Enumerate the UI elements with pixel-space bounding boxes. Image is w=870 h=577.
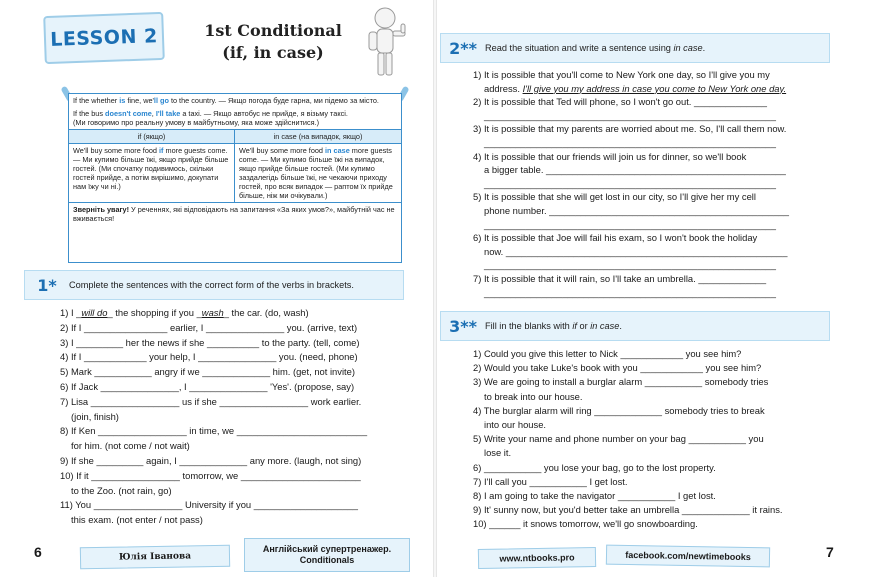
list-item-cont: to the Zoo. (not rain, go) xyxy=(71,484,172,496)
list-item: 4) If I ____________ your help, I _______________ you. (need, phone) xyxy=(60,351,358,363)
author-label: Юлія Іванова xyxy=(80,545,230,570)
list-item: 6) If Jack _______________, I _______________ 'Yes'. (propose, say) xyxy=(60,380,355,392)
list-item-cont: lose it. xyxy=(484,447,512,459)
list-item: 7) Lisa _________________ us if she _________________ work earlier. xyxy=(60,395,362,407)
task-3-list xyxy=(473,347,783,532)
task-3-banner xyxy=(440,311,830,341)
list-item: 11) You _________________ University if you ____________________ xyxy=(60,499,359,511)
grammar-box xyxy=(68,93,402,263)
page-number-right: 7 xyxy=(826,544,834,560)
grammar-example-1: If the whether is fine, we'll go to the country. — Якщо погода буде гарна, ми підемо за місто. xyxy=(73,96,379,105)
list-item: 10) ______ it snows tomorrow, we'll go snowboarding. xyxy=(473,518,698,530)
list-item: 3) I _________ her the news if she __________ to the party. (tell, come) xyxy=(60,336,360,348)
list-item: 7) I'll call you ___________ I get lost. xyxy=(473,475,628,487)
list-item: 2) If I ________________ earlier, I _______________ you. (arrive, text) xyxy=(60,321,358,333)
list-item: 2) Would you take Luke's book with you ____________ you see him? xyxy=(473,362,762,374)
task-instruction: Read the situation and write a sentence using in case. xyxy=(485,43,706,53)
grammar-example-2: If the bus doesn't come, I'll take a taxi. — Якщо автобус не прийде, я візьму таксі. (Ми говоримо про реальну умову в майбутньому, яка може здійснитися.) xyxy=(73,109,348,127)
list-item: 6) It is possible that Joe will fail his exam, so I won't book the holiday xyxy=(473,232,758,244)
task-instruction: Fill in the blanks with if or in case. xyxy=(485,321,622,331)
list-item: 4) It is possible that our friends will join us for dinner, so we'll book xyxy=(473,150,747,162)
list-item: 3) It is possible that my parents are worried about me. So, I'll call them now. xyxy=(473,123,787,135)
list-item: 1) I _will do_ the shopping if you _wash_ the car. (do, wash) xyxy=(60,307,309,318)
task-1-banner xyxy=(24,270,404,300)
page-title xyxy=(188,20,358,64)
list-item-cont: this exam. (not enter / not pass) xyxy=(71,514,203,526)
answer-line: ________________________________________________________ xyxy=(484,286,776,298)
task-2-list xyxy=(473,68,789,299)
list-item-cont: phone number. ______________________________________________ xyxy=(484,204,789,216)
grammar-col-in-case: in case (на випадок, якщо) We'll buy some more food in case more guests come. — Ми купимо більше їжі на випадок, якщо прийде більше гостей. (Ми купимо заздалегідь більше їжі, не чекаючи приходу гостей, про всяк випадок — раптом їх прийде більше, ніж ми очікували.) xyxy=(235,130,401,202)
list-item-cont: into our house. xyxy=(484,419,547,431)
list-item: 6) ___________ you lose your bag, go to the lost property. xyxy=(473,461,716,473)
list-item: 10) If it _________________ tomorrow, we _______________________ xyxy=(60,469,361,481)
grammar-note: Зверніть увагу! У реченнях, які відповідають на запитання «За яких умов?», майбутній час не вживається! xyxy=(69,202,401,225)
grammar-col-if: if (якщо) We'll buy some more food if more guests come. — Ми купимо більше їжі, якщо прийде більше гостей. (Ми спочатку подивимось, скільки гостей прийде, а потім вирішимо, докупати нам їжу чи ні.) xyxy=(69,130,235,202)
list-item: 4) The burglar alarm will ring _____________ somebody tries to break xyxy=(473,404,765,416)
lesson-label: LESSON 2 xyxy=(49,25,159,51)
grammar-table xyxy=(69,129,401,202)
answer-line: ________________________________________________________ xyxy=(484,259,776,271)
list-item: 9) If she _________ again, I _____________ any more. (laugh, not sing) xyxy=(60,454,362,466)
task-number: 2** xyxy=(449,38,477,58)
task-number: 3** xyxy=(449,316,477,336)
list-item: 5) It is possible that she will get lost in our city, so I'll give her my cell xyxy=(473,191,756,203)
thumbs-up-figure-icon xyxy=(360,6,410,78)
book-title-box: Англійський супертренажер. Conditionals xyxy=(244,538,410,572)
answer-line: ________________________________________________________ xyxy=(484,218,776,230)
facebook-link[interactable]: facebook.com/newtimebooks xyxy=(606,545,770,568)
list-item-cont: a bigger table. ______________________________________________ xyxy=(484,164,786,176)
task-2-banner xyxy=(440,33,830,63)
page-number-left: 6 xyxy=(34,544,42,560)
list-item: 8) I am going to take the navigator ___________ I get lost. xyxy=(473,490,716,502)
list-item: 5) Mark ___________ angry if we _____________ him. (get, not invite) xyxy=(60,366,355,378)
task-instruction: Complete the sentences with the correct form of the verbs in brackets. xyxy=(69,280,354,290)
list-item: 1) Could you give this letter to Nick ____________ you see him? xyxy=(473,348,742,359)
list-item: 2) It is possible that Ted will phone, so I won't go out. ______________ xyxy=(473,96,768,108)
answer-line: ________________________________________________________ xyxy=(484,109,776,121)
title-line-1: 1st Conditional xyxy=(204,21,342,40)
answer-line: ________________________________________________________ xyxy=(484,136,776,148)
list-item: 1) It is possible that you'll come to New York one day, so I'll give you my xyxy=(473,69,770,80)
task-number: 1* xyxy=(37,275,57,295)
list-item-cont: to break into our house. xyxy=(484,390,583,402)
answer-line: ________________________________________________________ xyxy=(484,177,776,189)
list-item: 8) If Ken _________________ in time, we _________________________ xyxy=(60,425,368,437)
title-line-2: (if, in case) xyxy=(222,43,324,62)
list-item-cont: (join, finish) xyxy=(71,410,119,422)
list-item: 9) It' sunny now, but you'd better take an umbrella _____________ it rains. xyxy=(473,504,783,516)
list-item-cont: for him. (not come / not wait) xyxy=(71,440,190,452)
list-item-cont: now. ______________________________________________________ xyxy=(484,245,788,257)
website-link[interactable]: www.ntbooks.pro xyxy=(478,547,596,569)
list-item: 3) We are going to install a burglar alarm ___________ somebody tries xyxy=(473,376,769,388)
list-item: 7) It is possible that it will rain, so I'll take an umbrella. _____________ xyxy=(473,272,767,284)
list-item: 5) Write your name and phone number on your bag ___________ you xyxy=(473,433,764,445)
task-1-list xyxy=(60,306,367,528)
list-item-cont: address. I'll give you my address in case you come to New York one day. xyxy=(484,82,787,94)
lesson-banner xyxy=(43,12,165,64)
